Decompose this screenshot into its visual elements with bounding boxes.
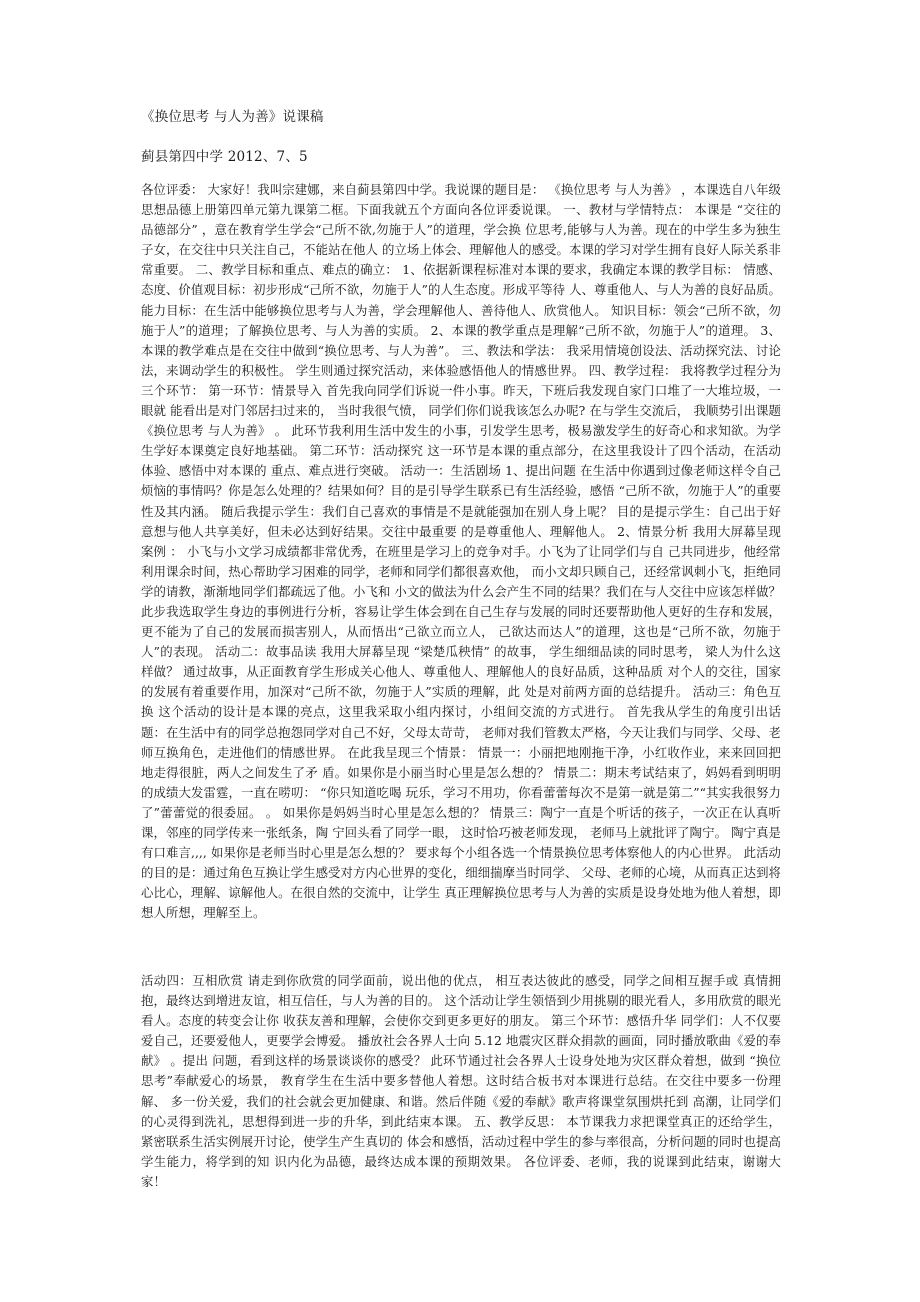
body-paragraph-1: 各位评委： 大家好！我叫宗建娜，来自蓟县第四中学。我说课的题目是： 《换位思考 与人为善》 ，本课选自八年级思想品德上册第四单元第九课第二框。下面我就五个方面向各位评委说课。 一、教材与学情特点： 本课是 “交往的品德部分” ，意在教育学生学会“己所不欲,勿施于人”的道理，学会换 位思考,能够与人为善。现在的中学生多为独生子女，在交往中只关注自己，不能站在他人 的立场上体会、理解他人的感受。本课的学习对学生拥有良好人际关系非常重要。 二、教学目标和重点、难点的确立： 1、依据新课程标准对本课的要求，我确定本课的教学目标： 情感、态度、价值观目标：初步形成“己所不欲，勿施于人”的人生态度。形成平等待 人、尊重他人、与人为善的良好品质。 能力目标：在生活中能够换位思考与人为善，学会理解他人、善待他人、欣赏他人。 知识目标：领会“己所不欲，勿施于人”的道理；了解换位思考、与人为善的实质。 2、本课的教学重点是理解“己所不欲，勿施于人”的道理。 3、本课的教学难点是在交往中做到“换位思考、与人为善”。 三、教法和学法： 我采用情境创设法、活动探究法、讨论法，来调动学生的积极性。 学生则通过探究活动，来体验感悟他人的情感世界。 四、教学过程： 我将教学过程分为三个环节： 第一环节：情景导入 首先我向同学们诉说一件小事。昨天，下班后我发现自家门口堆了一大堆垃圾，一眼就 能看出是对门邻居扫过来的， 当时我很气愤， 同学们你们说我该怎么办呢? 在与学生交流后， 我顺势引出课题《换位思考 与人为善》 。 此环节我利用生活中发生的小事，引发学生思考，极易激发学生的好奇心和求知欲。为学 生学好本课奠定良好地基础。 第二环节：活动探究 这一环节是本课的重点部分，在这里我设计了四个活动，在活动体验、感悟中对本课的 重点、难点进行突破。 活动一：生活剧场 1、提出问题 在生活中你遇到过像老师这样令自己烦恼的事情吗？你是怎么处理的？结果如何？目的是引导学生联系已有生活经验，感悟 “己所不欲，勿施于人”的重要性及其内涵。 随后我提示学生：我们自己喜欢的事情是不是就能强加在别人身上呢？ 目的是提示学生：自己出于好意想与他人共享美好，但未必达到好结果。交往中最重要 的是尊重他人、理解他人。 2、情景分析 我用大屏幕呈现案例 ： 小飞与小文学习成绩都非常优秀，在班里是学习上的竞争对手。小飞为了让同学们与自 己共同进步，他经常利用课余时间，热心帮助学习困难的同学，老师和同学们都很喜欢他， 而小文却只顾自己，还经常讽刺小飞，拒绝同学的请教，渐渐地同学们都疏远了他。小飞和 小文的做法为什么会产生不同的结果？我们在与人交往中应该怎样做？ 此步我选取学生身边的事例进行分析，容易让学生体会到在自己生存与发展的同时还要帮助他人更好的生存和发展，更不能为了自己的发展而损害别人，从而悟出“己欲立而立人， 己欲达而达人”的道理，这也是“己所不欲，勿施于人”的表现。 活动二：故事品读 我用大屏幕呈现 “梁楚瓜秧情” 的故事， 学生细细品读的同时思考， 梁人为什么这样做？ 通过故事，从正面教育学生形成关心他人、尊重他人、理解他人的良好品质，这种品质 对个人的交往，国家的发展有着重要作用，加深对“己所不欲，勿施于人”实质的理解，此 处是对前两方面的总结提升。 活动三：角色互换 这个活动的设计是本课的亮点，这里我采取小组内探讨，小组间交流的方式进行。 首先我从学生的角度引出话题：在生活中有的同学总抱怨同学对自己不好，父母太苛苛， 老师对我们管教太严格，今天让我们与同学、父母、老师互换角色，走进他们的情感世界。 在此我呈现三个情景： 情景一：小丽把地刚拖干净，小红收作业，来来回回把地走得很脏，两人之间发生了矛 盾。如果你是小丽当时心里是怎么想的？ 情景二：期末考试结束了，妈妈看到明明的成绩大发雷霆，一直在唠叨： “你只知道吃喝 玩乐，学习不用功，你看蕾蕾每次不是第一就是第二”“其实我很努力了”蕾蕾觉的很委屈。 。 如果你是妈妈当时心里是怎么想的？ 情景三：陶宁一直是个听话的孩子，一次正在认真听课，邻座的同学传来一张纸条，陶 宁回头看了同学一眼， 这时恰巧被老师发现， 老师马上就批评了陶宁。 陶宁真是有口难言,,,, 如果你是老师当时心里是怎么想的？ 要求每个小组各选一个情景换位思考体察他人的内心世界。 此活动的目的是：通过角色互换让学生感受对方内心世界的变化，细细揣摩当时同学、 父母、老师的心境，从而真正达到将心比心，理解、谅解他人。在很自然的交流中，让学生 真正理解换位思考与人为善的实质是设身处地为他人着想，即想人所想，理解至上。 (141, 182, 781, 921)
school-date-line: 蓟县第四中学 2012、7、5 (141, 149, 308, 165)
document-title: 《换位思考 与人为善》说课稿 (141, 109, 324, 125)
body-paragraph-2: 活动四：互相欣赏 请走到你欣赏的同学面前，说出他的优点， 相互表达彼此的感受，同学之间相互握手或 真情拥抱，最终达到增进友谊，相互信任，与人为善的目的。 这个活动让学生领悟到少用挑剔的眼光看人，多用欣赏的眼光看人。态度的转变会让你 收获友善和理解，会使你交到更多更好的朋友。 第三个环节：感悟升华 同学们：人不仅要爱自己，还要爱他人，更要学会博爱。 播放社会各界人士向 5.12 地震灾区群众捐款的画面，同时播放歌曲《爱的奉献》 。提出 问题，看到这样的场景谈谈你的感受？ 此环节通过社会各界人士设身处地为灾区群众着想，做到 “换位思考”奉献爱心的场景， 教育学生在生活中要多替他人着想。这时结合板书对本课进行总结。在交往中要多一份理解、 多一份关爱，我们的社会就会更加健康、和谐。然后伴随《爱的奉献》歌声将课堂氛围烘托到 高潮，让同学们的心灵得到洗礼，思想得到进一步的升华，到此结束本课。 五、教学反思： 本节课我力求把课堂真正的还给学生，紧密联系生活实例展开讨论，使学生产生真切的 体会和感悟，活动过程中学生的参与率很高，分析问题的同时也提高学生能力，将学到的知 识内化为品德，最终达成本课的预期效果。 各位评委、老师，我的说课到此结束，谢谢大家！ (141, 973, 781, 1189)
